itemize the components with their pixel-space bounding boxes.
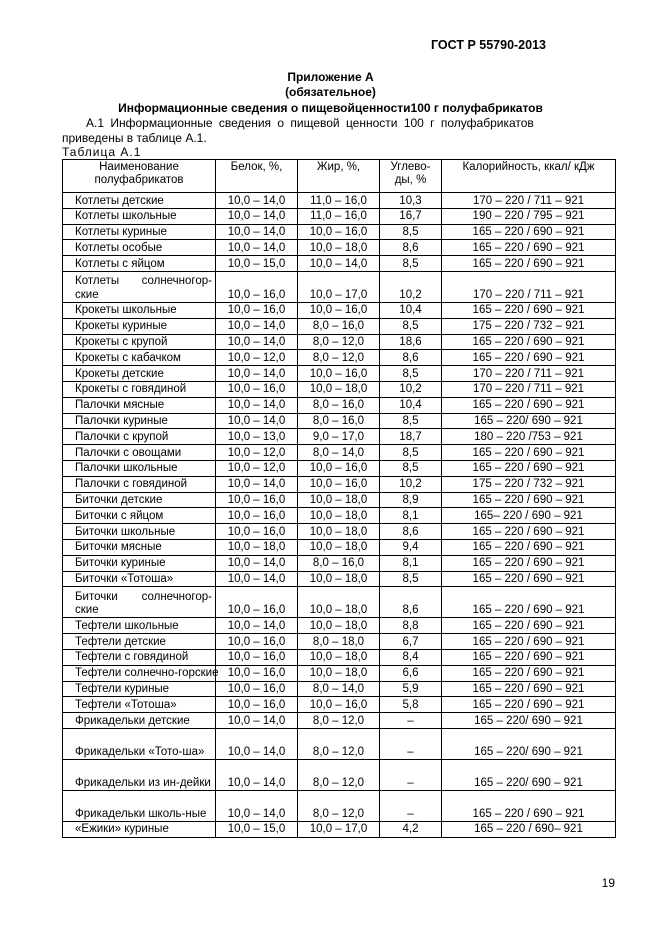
table-row [63,587,616,618]
cell-calories: 165 – 220 / 690 – 921 [442,302,616,318]
cell-protein: 10,0 – 16,0 [216,492,298,508]
cell-protein: 10,0 – 12,0 [216,460,298,476]
cell-name: Фрикадельки школь-ные [63,790,216,821]
cell-fat: 8,0 – 12,0 [298,334,380,350]
cell-fat: 10,0 – 16,0 [298,224,380,240]
cell-fat: 8,0 – 12,0 [298,728,380,759]
cell-carbs: 10,2 [380,271,442,302]
cell-protein: 10,0 – 16,0 [216,634,298,650]
cell-carbs: 8,5 [380,366,442,382]
table-row [63,193,616,209]
cell-calories: 175 – 220 / 732 – 921 [442,318,616,334]
cell-calories: 165 – 220/ 690 – 921 [442,759,616,790]
cell-name: Палочки мясные [63,397,216,413]
cell-protein: 10,0 – 15,0 [216,821,298,837]
cell-name: Палочки с говядиной [63,476,216,492]
table-row [63,790,616,821]
table-row [63,492,616,508]
cell-name: Крокеты с кабачком [63,350,216,366]
cell-protein: 10,0 – 14,0 [216,208,298,224]
cell-name: Котлеты особые [63,240,216,256]
cell-calories: 165 – 220 / 690 – 921 [442,460,616,476]
cell-carbs: 18,6 [380,334,442,350]
cell-carbs: – [380,728,442,759]
cell-calories: 165 – 220 / 690 – 921 [442,634,616,650]
table-header-row [63,160,616,193]
cell-name: Тефтели солнечно-горские [63,665,216,681]
cell-name: Тефтели детские [63,634,216,650]
cell-fat: 10,0 – 18,0 [298,649,380,665]
cell-calories: 165 – 220 / 690 – 921 [442,697,616,713]
cell-fat: 10,0 – 17,0 [298,271,380,302]
table-row [63,460,616,476]
cell-calories: 165 – 220 / 690 – 921 [442,649,616,665]
cell-carbs: 8,4 [380,649,442,665]
cell-calories: 170 – 220 / 711 – 921 [442,271,616,302]
cell-protein: 10,0 – 14,0 [216,413,298,429]
cell-fat: 9,0 – 17,0 [298,429,380,445]
cell-protein: 10,0 – 13,0 [216,429,298,445]
cell-name: Палочки школьные [63,460,216,476]
table-row [63,240,616,256]
table-row [63,665,616,681]
cell-carbs: 10,4 [380,397,442,413]
cell-fat: 10,0 – 18,0 [298,571,380,587]
cell-carbs: 8,1 [380,508,442,524]
table-row [63,681,616,697]
cell-fat: 11,0 – 16,0 [298,208,380,224]
cell-name: Палочки с крупой [63,429,216,445]
cell-name: Биточки мясные [63,539,216,555]
cell-fat: 8,0 – 16,0 [298,397,380,413]
cell-fat: 10,0 – 17,0 [298,821,380,837]
cell-carbs: 8,6 [380,587,442,618]
cell-name: Крокеты школьные [63,302,216,318]
cell-name: Биточки куриные [63,555,216,571]
cell-fat: 10,0 – 18,0 [298,524,380,540]
cell-name: Крокеты с крупой [63,334,216,350]
cell-calories: 170 – 220 / 711 – 921 [442,381,616,397]
cell-protein: 10,0 – 14,0 [216,555,298,571]
cell-carbs: 10,4 [380,302,442,318]
cell-calories: 170 – 220 / 711 – 921 [442,366,616,382]
cell-carbs: 8,5 [380,413,442,429]
cell-protein: 10,0 – 12,0 [216,445,298,461]
cell-protein: 10,0 – 12,0 [216,350,298,366]
cell-protein: 10,0 – 14,0 [216,790,298,821]
cell-protein: 10,0 – 18,0 [216,539,298,555]
cell-carbs: 16,7 [380,208,442,224]
cell-protein: 10,0 – 15,0 [216,256,298,272]
table-row [63,397,616,413]
cell-fat: 10,0 – 16,0 [298,302,380,318]
cell-carbs: 6,6 [380,665,442,681]
cell-fat: 8,0 – 14,0 [298,445,380,461]
cell-protein: 10,0 – 14,0 [216,728,298,759]
intro-line-1: А.1 Информационные сведения о пищевой ценности 100 г полуфабрикатов [86,116,534,130]
cell-fat: 8,0 – 12,0 [298,350,380,366]
cell-protein: 10,0 – 14,0 [216,224,298,240]
cell-protein: 10,0 – 14,0 [216,240,298,256]
cell-name: Тефтели школьные [63,618,216,634]
cell-carbs: 8,5 [380,445,442,461]
cell-carbs: 5,8 [380,697,442,713]
cell-name: «Ежики» куриные [63,821,216,837]
cell-name: Биточки «Тотоша» [63,571,216,587]
table-row [63,634,616,650]
cell-carbs: – [380,790,442,821]
cell-name: Котлеты школьные [63,208,216,224]
cell-protein: 10,0 – 14,0 [216,476,298,492]
table-row [63,649,616,665]
table-row [63,429,616,445]
cell-protein: 10,0 – 14,0 [216,193,298,209]
cell-carbs: 4,2 [380,821,442,837]
cell-fat: 8,0 – 12,0 [298,759,380,790]
cell-fat: 10,0 – 18,0 [298,587,380,618]
cell-protein: 10,0 – 14,0 [216,759,298,790]
cell-fat: 8,0 – 12,0 [298,790,380,821]
table-row [63,208,616,224]
cell-fat: 10,0 – 18,0 [298,508,380,524]
cell-calories: 165 – 220 / 690 – 921 [442,334,616,350]
cell-fat: 8,0 – 14,0 [298,681,380,697]
cell-name: Фрикадельки детские [63,713,216,729]
cell-fat: 11,0 – 16,0 [298,193,380,209]
cell-carbs: 8,5 [380,571,442,587]
cell-protein: 10,0 – 16,0 [216,681,298,697]
cell-calories: 165 – 220 / 690 – 921 [442,790,616,821]
cell-calories: 170 – 220 / 711 – 921 [442,193,616,209]
table-row [63,318,616,334]
table-row [63,350,616,366]
cell-name: Котлеты куриные [63,224,216,240]
cell-carbs: 8,8 [380,618,442,634]
cell-carbs: 8,6 [380,240,442,256]
appendix-status: (обязательное) [285,85,376,99]
cell-name: Крокеты с говядиной [63,381,216,397]
cell-name: Котлеты детские [63,193,216,209]
cell-carbs: 6,7 [380,634,442,650]
cell-protein: 10,0 – 16,0 [216,649,298,665]
intro-line-2: приведены в таблице А.1. [62,131,207,145]
cell-calories: 190 – 220 / 795 – 921 [442,208,616,224]
table-row [63,302,616,318]
cell-carbs: – [380,713,442,729]
cell-calories: 165 – 220 / 690 – 921 [442,571,616,587]
table-row [63,555,616,571]
column-header-fat: Жир, %, [298,160,380,193]
table-row [63,539,616,555]
cell-carbs: 10,3 [380,193,442,209]
cell-name: Фрикадельки из ин-дейки [63,759,216,790]
cell-calories: 165 – 220 / 690 – 921 [442,350,616,366]
cell-fat: 10,0 – 18,0 [298,618,380,634]
cell-carbs: 10,2 [380,381,442,397]
table-row [63,334,616,350]
cell-calories: 165 – 220 / 690 – 921 [442,397,616,413]
cell-protein: 10,0 – 14,0 [216,334,298,350]
cell-fat: 8,0 – 18,0 [298,634,380,650]
cell-calories: 165 – 220 / 690 – 921 [442,555,616,571]
cell-fat: 10,0 – 14,0 [298,256,380,272]
cell-name: Крокеты детские [63,366,216,382]
cell-name: Тефтели куриные [63,681,216,697]
cell-name: Биточки с яйцом [63,508,216,524]
cell-carbs: 8,1 [380,555,442,571]
cell-carbs: 10,2 [380,476,442,492]
cell-fat: 10,0 – 16,0 [298,366,380,382]
cell-protein: 10,0 – 14,0 [216,618,298,634]
cell-protein: 10,0 – 14,0 [216,366,298,382]
cell-fat: 10,0 – 18,0 [298,539,380,555]
cell-fat: 10,0 – 18,0 [298,665,380,681]
cell-carbs: 8,5 [380,256,442,272]
cell-name: Котлеты с яйцом [63,256,216,272]
cell-name: Тефтели с говядиной [63,649,216,665]
table-row [63,713,616,729]
cell-carbs: 8,6 [380,350,442,366]
cell-calories: 165 – 220 / 690 – 921 [442,524,616,540]
table-row [63,524,616,540]
cell-fat: 10,0 – 18,0 [298,492,380,508]
cell-calories: 165 – 220/ 690 – 921 [442,728,616,759]
cell-name: Биточки детские [63,492,216,508]
cell-fat: 8,0 – 16,0 [298,413,380,429]
cell-fat: 8,0 – 16,0 [298,555,380,571]
page-number: 19 [601,876,615,890]
cell-protein: 10,0 – 16,0 [216,302,298,318]
column-header-protein: Белок, %, [216,160,298,193]
cell-carbs: 8,5 [380,318,442,334]
cell-fat: 8,0 – 16,0 [298,318,380,334]
table-row [63,381,616,397]
cell-name: Тефтели «Тотоша» [63,697,216,713]
cell-calories: 165 – 220 / 690 – 921 [442,256,616,272]
cell-fat: 10,0 – 16,0 [298,460,380,476]
cell-calories: 165 – 220/ 690 – 921 [442,713,616,729]
cell-carbs: 18,7 [380,429,442,445]
cell-calories: 165 – 220 / 690 – 921 [442,665,616,681]
cell-fat: 10,0 – 18,0 [298,381,380,397]
table-row [63,271,616,302]
cell-calories: 180 – 220 /753 – 921 [442,429,616,445]
cell-name: Биточки солнечногор-ские [63,587,216,618]
cell-carbs: – [380,759,442,790]
table-row [63,759,616,790]
table-row [63,256,616,272]
cell-name: Фрикадельки «Тото-ша» [63,728,216,759]
cell-calories: 165 – 220 / 690 – 921 [442,681,616,697]
table-row [63,413,616,429]
cell-protein: 10,0 – 16,0 [216,697,298,713]
table-row [63,508,616,524]
cell-carbs: 9,4 [380,539,442,555]
column-header-carbs: Углево-ды, % [380,160,442,193]
appendix-title: Приложение А [287,70,374,84]
column-header-name: Наименование полуфабрикатов [63,160,216,193]
cell-carbs: 8,9 [380,492,442,508]
document-code: ГОСТ Р 55790-2013 [430,38,546,52]
cell-calories: 165 – 220/ 690 – 921 [442,413,616,429]
cell-carbs: 8,6 [380,524,442,540]
cell-calories: 165 – 220 / 690 – 921 [442,587,616,618]
cell-protein: 10,0 – 14,0 [216,318,298,334]
cell-calories: 165 – 220 / 690 – 921 [442,445,616,461]
column-header-calories: Калорийность, ккал/ кДж [442,160,616,193]
table-row [63,697,616,713]
cell-name: Котлеты солнечногор-ские [63,271,216,302]
cell-name: Биточки школьные [63,524,216,540]
table-row [63,224,616,240]
table-row [63,366,616,382]
cell-calories: 165 – 220 / 690 – 921 [442,618,616,634]
cell-name: Крокеты куриные [63,318,216,334]
cell-fat: 10,0 – 16,0 [298,476,380,492]
table-row [63,821,616,837]
cell-fat: 10,0 – 18,0 [298,240,380,256]
cell-protein: 10,0 – 14,0 [216,571,298,587]
table-row [63,445,616,461]
cell-calories: 165 – 220 / 690– 921 [442,821,616,837]
cell-calories: 165– 220 / 690 – 921 [442,508,616,524]
cell-calories: 165 – 220 / 690 – 921 [442,539,616,555]
cell-protein: 10,0 – 16,0 [216,665,298,681]
cell-calories: 165 – 220 / 690 – 921 [442,492,616,508]
cell-fat: 10,0 – 16,0 [298,697,380,713]
cell-fat: 8,0 – 12,0 [298,713,380,729]
table-label: Таблица А.1 [62,145,142,159]
cell-calories: 165 – 220 / 690 – 921 [442,240,616,256]
table-row [63,476,616,492]
appendix-subtitle: Информационные сведения о пищевойценности100 г полуфабрикатов [118,101,543,115]
cell-carbs: 8,5 [380,460,442,476]
nutrition-table [62,159,616,838]
cell-calories: 175 – 220 / 732 – 921 [442,476,616,492]
cell-calories: 165 – 220 / 690 – 921 [442,224,616,240]
cell-protein: 10,0 – 14,0 [216,397,298,413]
cell-protein: 10,0 – 16,0 [216,271,298,302]
table-row [63,728,616,759]
cell-protein: 10,0 – 14,0 [216,713,298,729]
cell-name: Палочки с овощами [63,445,216,461]
cell-protein: 10,0 – 16,0 [216,508,298,524]
cell-carbs: 8,5 [380,224,442,240]
cell-protein: 10,0 – 16,0 [216,587,298,618]
table-row [63,618,616,634]
cell-protein: 10,0 – 16,0 [216,524,298,540]
table-row [63,571,616,587]
cell-protein: 10,0 – 16,0 [216,381,298,397]
cell-name: Палочки куриные [63,413,216,429]
cell-carbs: 5,9 [380,681,442,697]
